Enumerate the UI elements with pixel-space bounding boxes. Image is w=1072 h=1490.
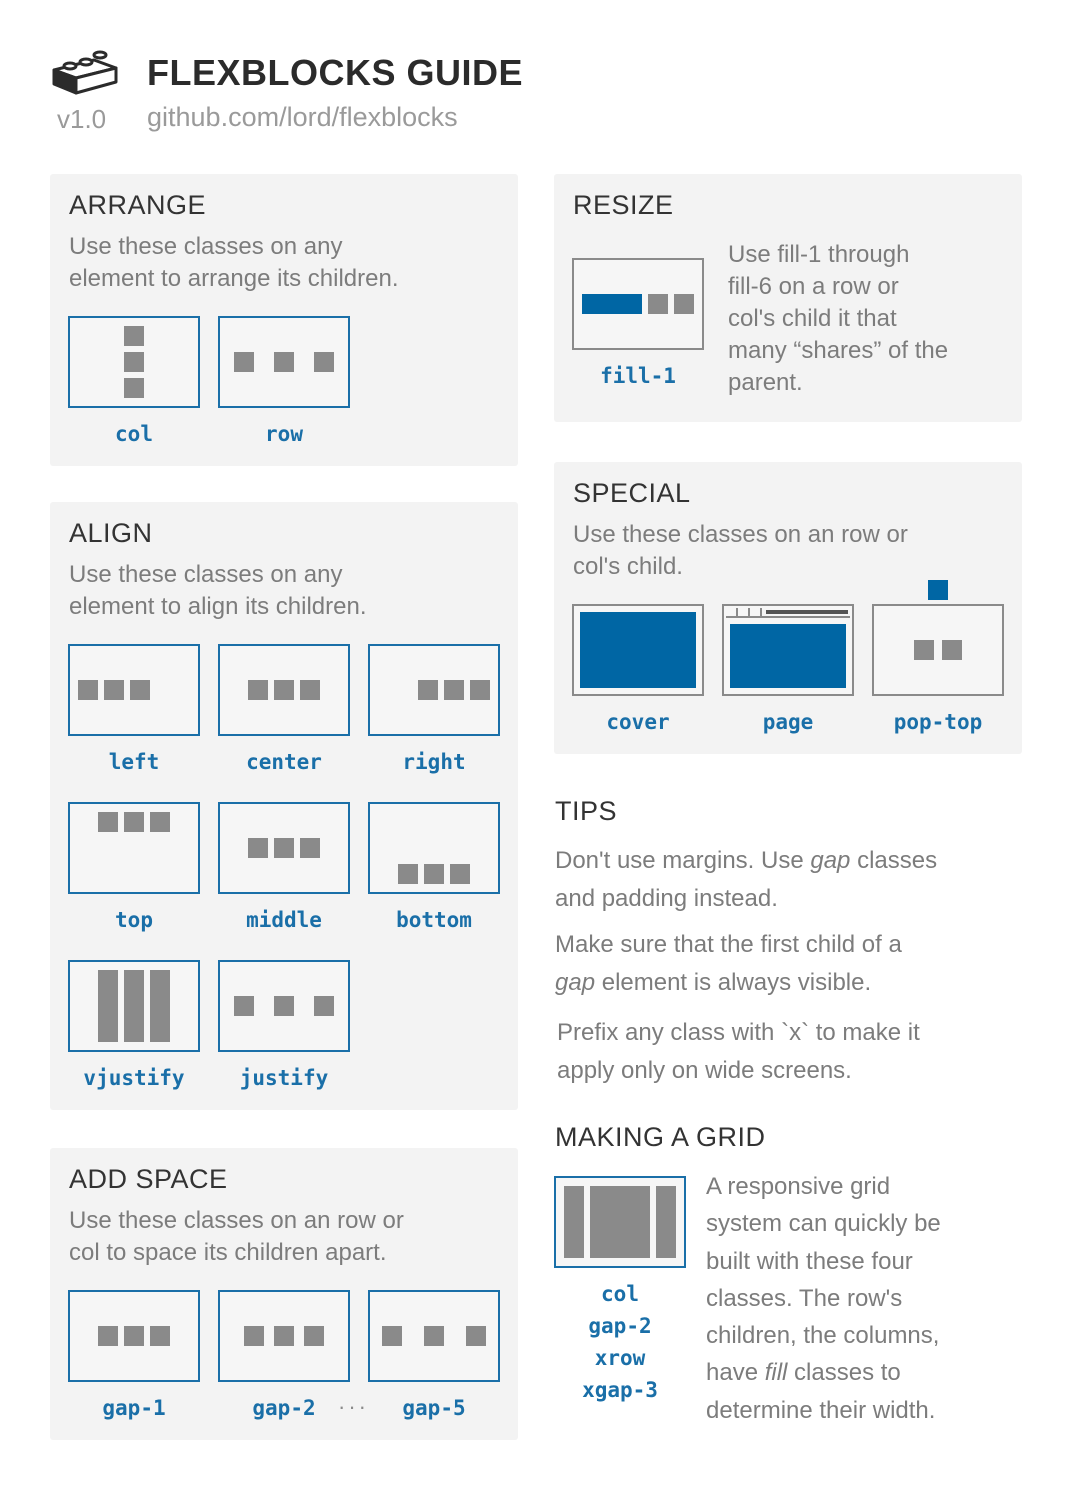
gap-1-demo — [68, 1290, 200, 1382]
center-label: center — [246, 750, 322, 774]
block — [124, 326, 144, 346]
page-header-bar — [726, 608, 850, 618]
align-desc-2: element to align its children. — [69, 593, 367, 620]
fill-1-demo — [572, 258, 704, 350]
column-block — [590, 1186, 650, 1258]
block — [304, 1326, 324, 1346]
tip-1-line-2: and padding instead. — [555, 885, 778, 912]
block — [314, 352, 334, 372]
resize-desc-1: Use fill-1 through — [728, 241, 910, 268]
ellipsis: ··· — [338, 1394, 369, 1419]
add-space-desc-2: col to space its children apart. — [69, 1239, 387, 1266]
fill-1-label: fill-1 — [600, 364, 676, 388]
tip-emphasis: gap — [810, 847, 851, 874]
grid-class-gap-2: gap-2 — [588, 1314, 652, 1338]
block — [98, 970, 118, 1042]
vjustify-label: vjustify — [83, 1066, 185, 1090]
justify-label: justify — [239, 1066, 329, 1090]
block — [244, 1326, 264, 1346]
block — [274, 352, 294, 372]
grid-desc-line: classes. The row's — [706, 1284, 903, 1312]
add-space-title: ADD SPACE — [69, 1164, 228, 1194]
resize-desc-3: col's child it that — [728, 305, 897, 332]
page-title: FLEXBLOCKS GUIDE — [147, 52, 524, 93]
block — [78, 680, 98, 700]
tip-2-line-1: Make sure that the first child of a — [555, 931, 902, 958]
resize-title: RESIZE — [573, 190, 674, 220]
page-block — [730, 624, 846, 688]
block — [470, 680, 490, 700]
version-label: v1.0 — [57, 104, 107, 134]
block — [248, 838, 268, 858]
resize-desc-4: many “shares” of the — [728, 337, 949, 364]
grid-desc-line: determine their width. — [706, 1396, 936, 1424]
gap-2-demo — [218, 1290, 350, 1382]
block — [914, 640, 934, 660]
tip-text: element is always visible. — [595, 969, 872, 996]
block — [398, 864, 418, 884]
left-demo — [68, 644, 200, 736]
block — [130, 680, 150, 700]
block — [124, 378, 144, 398]
grid-desc-line: system can quickly be — [706, 1210, 941, 1238]
special-desc-2: col's child. — [573, 553, 683, 580]
divider — [748, 608, 750, 618]
add-space-panel — [50, 1148, 518, 1440]
lego-brick-icon — [48, 50, 120, 96]
grid-text: have — [706, 1359, 765, 1387]
block — [444, 680, 464, 700]
block — [424, 1326, 444, 1346]
center-demo — [218, 644, 350, 736]
pop-top-demo — [872, 604, 1004, 696]
block — [418, 680, 438, 700]
pop-top-label: pop-top — [893, 710, 983, 734]
block — [648, 294, 668, 314]
grid-desc-line — [706, 1354, 941, 1391]
page-demo — [722, 604, 854, 696]
special-desc-1: Use these classes on an row or — [573, 521, 908, 548]
grid-description — [706, 1168, 941, 1429]
add-space-desc-1: Use these classes on an row or — [69, 1207, 404, 1234]
grid-desc-line: A responsive grid — [706, 1173, 891, 1200]
tips-title: TIPS — [555, 796, 618, 826]
divider — [760, 608, 762, 618]
grid-text: classes to — [787, 1359, 901, 1387]
block — [274, 1326, 294, 1346]
align-panel — [50, 502, 518, 1110]
grid-class-col: col — [601, 1282, 639, 1306]
pop-top-block — [928, 580, 948, 600]
tip-3-line-2: apply only on wide screens. — [557, 1057, 852, 1084]
block — [450, 864, 470, 884]
column-block — [564, 1186, 584, 1258]
tip-3-line-1: Prefix any class with `x` to make it — [557, 1019, 920, 1046]
tip-emphasis: gap — [555, 969, 596, 996]
block — [104, 680, 124, 700]
block — [98, 812, 118, 832]
arrange-panel — [50, 174, 518, 466]
arrange-desc-2: element to arrange its children. — [69, 265, 399, 292]
repo-url[interactable]: github.com/lord/flexblocks — [147, 102, 458, 132]
block — [466, 1326, 486, 1346]
header-line — [766, 610, 848, 614]
bottom-label: bottom — [396, 908, 472, 932]
grid-desc-line: children, the columns, — [706, 1322, 940, 1350]
col-demo — [68, 316, 200, 408]
right-label: right — [402, 750, 466, 774]
grid-class-xrow: xrow — [594, 1346, 646, 1370]
justify-demo — [218, 960, 350, 1052]
cover-block — [580, 612, 696, 688]
block — [124, 1326, 144, 1346]
block — [300, 680, 320, 700]
tip-2-line-2 — [555, 964, 871, 1002]
block — [382, 1326, 402, 1346]
grid-desc-line: built with these four — [706, 1247, 913, 1275]
block — [674, 294, 694, 314]
block — [124, 352, 144, 372]
top-demo — [68, 802, 200, 894]
tip-text: Don't use margins. Use — [555, 847, 811, 874]
bottom-demo — [368, 802, 500, 894]
block — [150, 812, 170, 832]
arrange-desc-1: Use these classes on any — [69, 233, 343, 260]
resize-desc-2: fill-6 on a row or — [728, 273, 899, 300]
middle-label: middle — [246, 908, 322, 932]
block — [150, 970, 170, 1042]
block — [274, 680, 294, 700]
grid-title: MAKING A GRID — [555, 1122, 766, 1152]
fill-block — [582, 294, 642, 314]
block — [234, 996, 254, 1016]
tip-text: classes — [850, 847, 938, 874]
block — [124, 812, 144, 832]
top-label: top — [115, 908, 153, 932]
block — [234, 352, 254, 372]
special-title: SPECIAL — [573, 478, 691, 508]
gap-5-demo — [368, 1290, 500, 1382]
resize-panel — [554, 174, 1022, 422]
block — [424, 864, 444, 884]
block — [150, 1326, 170, 1346]
cover-demo — [572, 604, 704, 696]
vjustify-demo — [68, 960, 200, 1052]
block — [98, 1326, 118, 1346]
grid-emphasis: fill — [764, 1359, 788, 1387]
column-block — [656, 1186, 676, 1258]
tip-1-line-1 — [555, 842, 937, 880]
block — [314, 996, 334, 1016]
resize-desc-5: parent. — [728, 369, 803, 396]
right-demo — [368, 644, 500, 736]
gap-1-label: gap-1 — [102, 1396, 166, 1420]
row-label: row — [265, 422, 303, 446]
align-desc-1: Use these classes on any — [69, 561, 343, 588]
middle-demo — [218, 802, 350, 894]
align-title: ALIGN — [69, 518, 153, 548]
block — [942, 640, 962, 660]
col-label: col — [115, 422, 153, 446]
gap-5-label: gap-5 — [402, 1396, 466, 1420]
page-label: page — [762, 710, 814, 734]
special-panel — [554, 462, 1022, 754]
block — [248, 680, 268, 700]
grid-class-xgap-3: xgap-3 — [582, 1378, 658, 1402]
row-demo — [218, 316, 350, 408]
grid-demo — [554, 1176, 686, 1268]
arrange-title: ARRANGE — [69, 190, 207, 220]
block — [300, 838, 320, 858]
block — [124, 970, 144, 1042]
cover-label: cover — [606, 710, 670, 734]
block — [274, 838, 294, 858]
divider — [736, 608, 738, 618]
block — [274, 996, 294, 1016]
left-label: left — [108, 750, 160, 774]
gap-2-label: gap-2 — [252, 1396, 316, 1420]
